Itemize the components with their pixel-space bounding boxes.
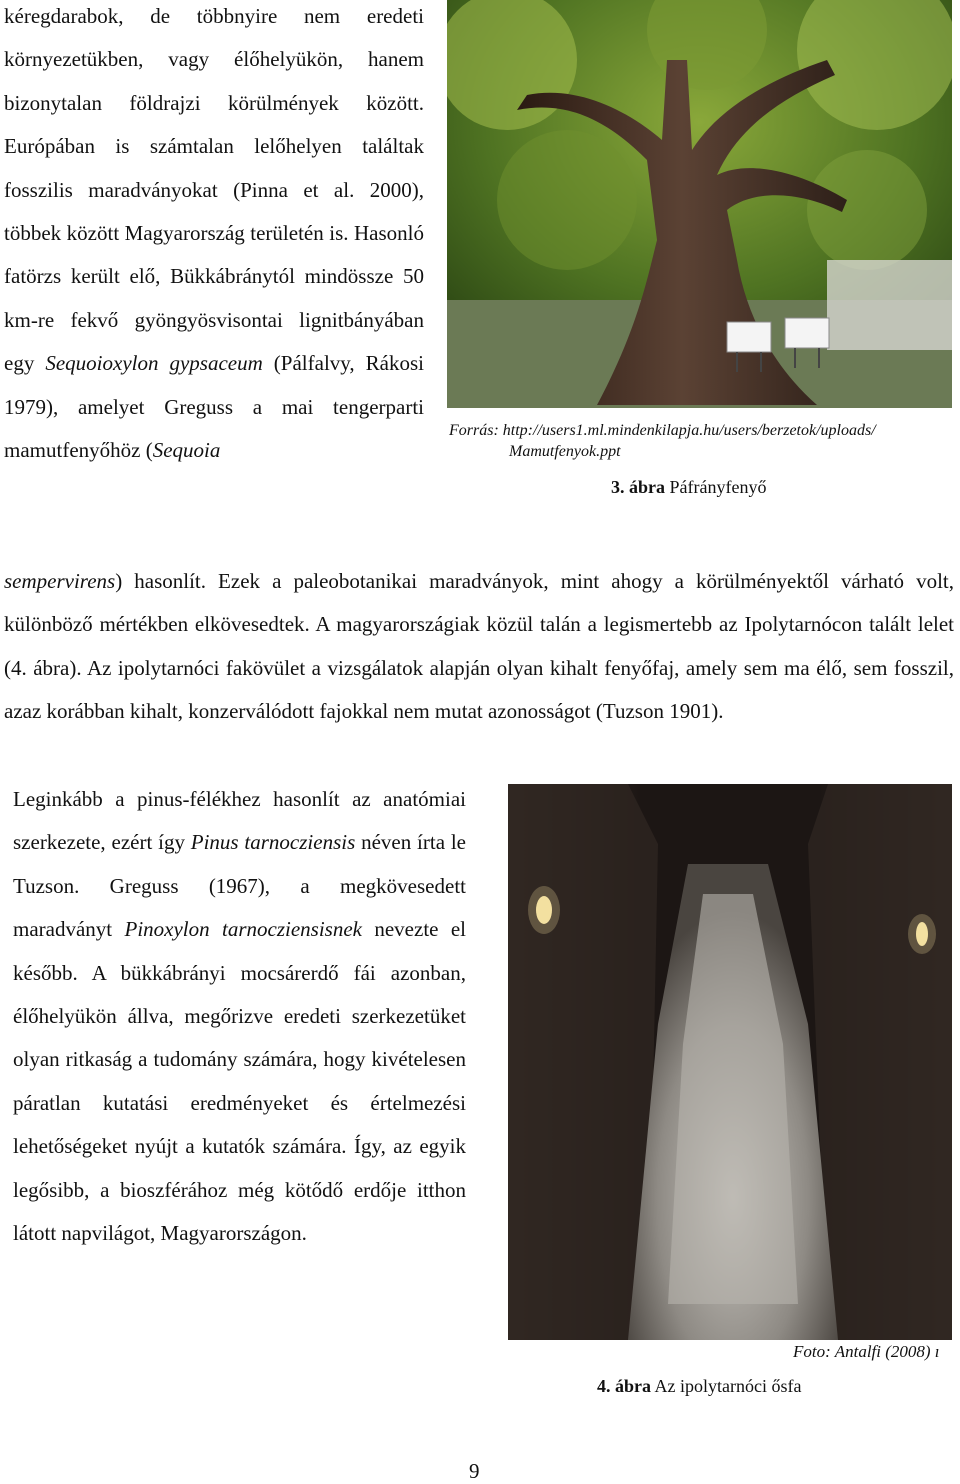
figure-3-title: Páfrányfenyő <box>665 477 767 497</box>
figure-4-title: Az ipolytarnóci ősfa <box>651 1376 802 1396</box>
text-segment: kéregdarabok, de többnyire nem eredeti környezetükben, vagy élőhelyükön, hanem bizonytalan földrajzi körülmények között. Európában is számtalan lelőhelyen találtak fosszilis maradványokat (Pinna et al. 2000), többek között Magyarország területén is. Hasonló fatörzs került elő, Bükkábránytól mindössze 50 km-re fekvő gyöngyösvisontai lignitbányában egy <box>4 4 424 376</box>
figure-4-photo-petrified-log <box>508 784 952 1340</box>
text-segment: (Pálfalvy, Rákosi 1979), amelyet Greguss a mai tengerparti mamutfenyőhöz ( <box>4 351 425 463</box>
italic-species-name: Pinus tarnocziensis <box>190 830 356 855</box>
text-segment: nevezte el később. A bükkábrányi mocsárerdő fái azonban, élőhelyükön állva, megőrizve eredeti szerkezetüket olyan ritkaság a tudomány számára, hogy kivételesen páratlan kutatási eredményeket és értelmezési lehetőségeket nyújt a kutatók számára. Így, az egyik legősibb, a bioszférához még kötődő erdője itthon látott napvilágot, Magyarországon. <box>13 917 466 1246</box>
figure-4-number: 4. ábra <box>597 1376 651 1396</box>
italic-species-name: sempervirens <box>4 569 116 593</box>
paragraph-full <box>4 560 954 734</box>
text-column-top <box>4 0 424 472</box>
figure-3-caption <box>611 477 766 498</box>
text-paragraph-full-width <box>4 560 954 734</box>
text-column-bottom <box>13 778 466 1255</box>
figure-4-source: Foto: Antalfi (2008) ı <box>793 1342 940 1361</box>
figure-3-number: 3. ábra <box>611 477 665 497</box>
text-segment: Leginkább a pinus-félékhez hasonlít az anatómiai szerkezete, ezért így <box>13 787 466 855</box>
italic-species-name: Sequoioxylon gypsaceum <box>45 351 263 376</box>
figure-3-source-line-1: Forrás: http://users1.ml.mindenkilapja.hu/users/berzetok/uploads/ <box>449 422 876 439</box>
figure-3-photo-redwood-tree <box>447 0 952 408</box>
italic-species-name: Sequoia <box>152 438 221 463</box>
paragraph-bottom <box>13 778 466 1255</box>
page-number: 9 <box>469 1459 480 1483</box>
paragraph-top <box>4 0 424 472</box>
figure-3-source-line-2: Mamutfenyok.ppt <box>509 443 621 460</box>
text-segment: ) hasonlít. Ezek a paleobotanikai maradványok, mint ahogy a körülményektől várható volt, különböző mértékben elkövesedtek. A magyarországiak közül talán a legismertebb az Ipolytarnócon talált lelet (4. ábra). Az ipolytarnóci fakövület a vizsgálatok alapján olyan kihalt fenyőfaj, amely sem ma élő, sem fosszil, azaz korábban kihalt, konzerválódott fajokkal nem mutat azonosságot (Tuzson 1901). <box>4 569 954 724</box>
text-segment: néven írta le Tuzson. Greguss (1967), a megkövesedett maradványt <box>13 830 467 942</box>
figure-3-source <box>449 420 876 462</box>
italic-species-name: Pinoxylon tarnocziensisnek <box>124 917 362 942</box>
petrified-log-illustration <box>508 784 952 1340</box>
tree-illustration <box>447 0 952 408</box>
figure-4-caption <box>597 1376 801 1397</box>
